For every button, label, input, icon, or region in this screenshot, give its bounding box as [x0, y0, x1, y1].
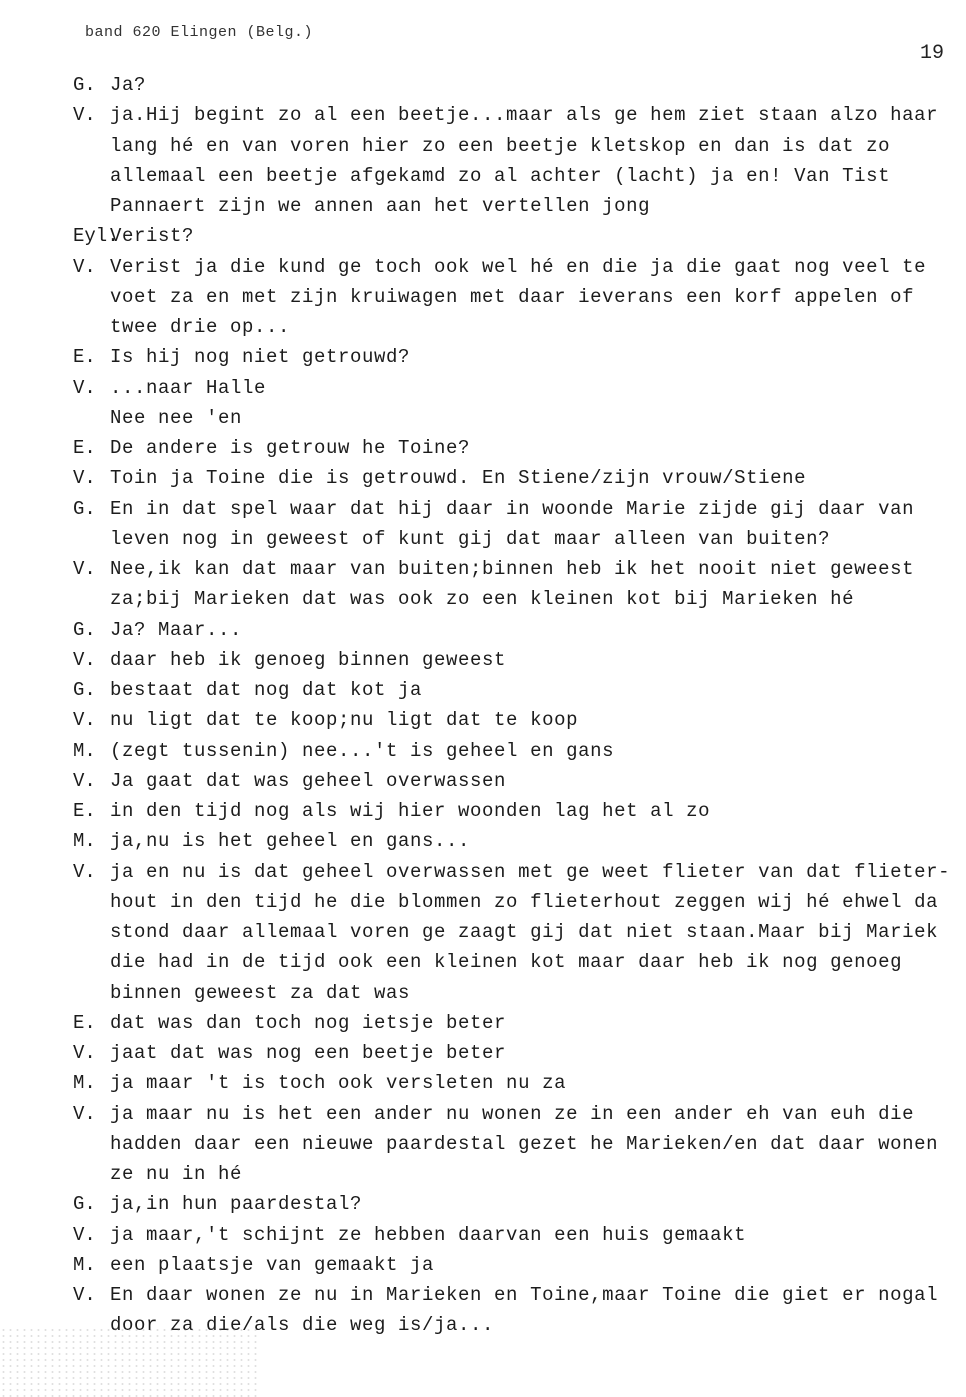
line-text: De andere is getrouw he Toine? — [110, 437, 471, 459]
speaker-label: M. — [73, 1253, 96, 1276]
line-text: Nee nee 'en — [110, 406, 243, 429]
line-text: stond daar allemaal voren ge zaagt gij dat niet staan.Maar bij Mariek — [110, 921, 939, 943]
line-text: Nee,ik kan dat maar van buiten;binnen heb ik het nooit niet geweest — [110, 558, 915, 580]
speaker-label: G. — [73, 679, 96, 701]
line-text: ...naar Halle — [110, 376, 267, 399]
line-text: ja,nu is het geheel en gans... — [110, 830, 471, 853]
line-text: Ja? — [110, 74, 147, 96]
speaker-label: E. — [73, 1011, 96, 1034]
line-text: ja maar nu is het een ander nu wonen ze in een ander eh van euh die — [110, 1102, 915, 1125]
line-text: een plaatsje van gemaakt ja — [110, 1253, 435, 1276]
transcript-line — [0, 131, 966, 161]
line-text: ze nu in hé — [110, 1163, 243, 1185]
transcript-line — [0, 615, 966, 645]
transcript-line — [0, 826, 966, 856]
speaker-label: V. — [73, 1223, 96, 1246]
transcript-line — [0, 554, 966, 584]
transcript-line — [0, 463, 966, 493]
line-text: Verist? — [110, 225, 195, 248]
transcript-line — [0, 342, 966, 372]
transcript-line — [0, 1129, 966, 1159]
line-text: za;bij Marieken dat was ook zo een kleinen kot bij Marieken hé — [110, 588, 855, 611]
transcript-line — [0, 705, 966, 735]
speaker-label: V. — [73, 1102, 96, 1125]
transcript-line — [0, 1038, 966, 1068]
transcript-line — [0, 947, 966, 977]
transcript-line — [0, 70, 966, 100]
speaker-label: G. — [73, 618, 96, 641]
line-text: twee drie op... — [110, 316, 291, 338]
transcript-line — [0, 1068, 966, 1098]
page-header: band 620 Elingen (Belg.) — [85, 24, 314, 41]
transcript-line — [0, 796, 966, 826]
line-text: ja en nu is dat geheel overwassen met ge weet flieter van dat flieter- — [110, 860, 951, 883]
transcript-line — [0, 1220, 966, 1250]
line-text: Ja? Maar... — [110, 618, 243, 641]
line-text: die had in de tijd ook een kleinen kot maar daar heb ik nog genoeg — [110, 951, 903, 974]
transcript-line — [0, 252, 966, 282]
line-text: ja.Hij begint zo al een beetje...maar als ge hem ziet staan alzo haar — [110, 104, 939, 127]
transcript-line — [0, 373, 966, 403]
transcript-line — [0, 675, 966, 705]
speaker-label: E. — [73, 346, 96, 369]
line-text: door za die/als die weg is/ja... — [110, 1314, 495, 1337]
transcript-line — [0, 1008, 966, 1038]
speaker-label: G. — [73, 1193, 96, 1216]
speaker-label: V. — [73, 1042, 96, 1064]
line-text: allemaal een beetje afgekamd zo al achter (lacht) ja en! Van Tist — [110, 164, 891, 187]
transcript-line — [0, 403, 966, 433]
transcript-line — [0, 100, 966, 130]
transcript-line — [0, 494, 966, 524]
speaker-label: M. — [73, 830, 96, 853]
line-text: Ja gaat dat was geheel overwassen — [110, 769, 507, 792]
line-text: Verist ja die kund ge toch ook wel hé en die ja die gaat nog veel te — [110, 255, 927, 278]
speaker-label: V. — [73, 104, 96, 127]
speaker-label: V. — [73, 255, 96, 278]
transcript-line — [0, 887, 966, 917]
page-number: 19 — [919, 42, 944, 65]
line-text: ja maar,'t schijnt ze hebben daarvan een huis gemaakt — [110, 1223, 747, 1246]
transcript-line — [0, 1250, 966, 1280]
line-text: ja,in hun paardestal? — [110, 1193, 363, 1216]
speaker-label: V. — [73, 467, 96, 490]
scan-noise — [0, 1327, 260, 1397]
line-text: (zegt tussenin) nee...'t is geheel en gans — [110, 739, 615, 762]
transcript-line — [0, 857, 966, 887]
line-text: nu ligt dat te koop;nu ligt dat te koop — [110, 709, 579, 732]
transcript-line — [0, 433, 966, 463]
transcript-line — [0, 191, 966, 221]
line-text: in den tijd nog als wij hier woonden lag het al zo — [110, 800, 711, 822]
transcript-line — [0, 524, 966, 554]
line-text: dat was dan toch nog ietsje beter — [110, 1011, 507, 1034]
speaker-label: V. — [73, 769, 96, 792]
line-text: daar heb ik genoeg binnen geweest — [110, 648, 507, 671]
line-text: En in dat spel waar dat hij daar in woonde Marie zijde gij daar van — [110, 497, 915, 520]
line-text: En daar wonen ze nu in Marieken en Toine,maar Toine die giet er nogal — [110, 1284, 939, 1306]
line-text: leven nog in geweest of kunt gij dat maar alleen van buiten? — [110, 527, 831, 550]
speaker-label: V. — [73, 558, 96, 580]
transcript-line — [0, 736, 966, 766]
speaker-label: E. — [73, 800, 96, 822]
line-text: lang hé en van voren hier zo een beetje kletskop en dan is dat zo — [110, 134, 891, 157]
speaker-label: Eyl. — [73, 225, 119, 248]
transcript-line — [0, 1189, 966, 1219]
transcript-line — [0, 1159, 966, 1189]
speaker-label: M. — [73, 1072, 96, 1095]
speaker-label: M. — [73, 739, 96, 762]
transcript-line — [0, 766, 966, 796]
speaker-label: G. — [73, 74, 96, 96]
line-text: binnen geweest za dat was — [110, 981, 411, 1004]
speaker-label: V. — [73, 376, 96, 399]
transcript-line — [0, 1280, 966, 1310]
speaker-label: V. — [73, 860, 96, 883]
speaker-label: E. — [73, 437, 96, 459]
line-text: Is hij nog niet getrouwd? — [110, 346, 411, 369]
line-text: Toin ja Toine die is getrouwd. En Stiene/zijn vrouw/Stiene — [110, 467, 807, 490]
line-text: bestaat dat nog dat kot ja — [110, 679, 423, 701]
transcript-line — [0, 645, 966, 675]
transcript-line — [0, 221, 966, 251]
line-text: jaat dat was nog een beetje beter — [110, 1042, 507, 1064]
line-text: voet za en met zijn kruiwagen met daar ieverans een korf appelen of — [110, 285, 915, 308]
line-text: Pannaert zijn we annen aan het vertellen jong — [110, 195, 651, 217]
transcript-line — [0, 584, 966, 614]
speaker-label: V. — [73, 648, 96, 671]
line-text: hout in den tijd he die blommen zo flieterhout zeggen wij hé ehwel da — [110, 890, 939, 913]
transcript-line — [0, 282, 966, 312]
line-text: hadden daar een nieuwe paardestal gezet he Marieken/en dat daar wonen — [110, 1132, 939, 1155]
transcript-line — [0, 312, 966, 342]
transcript-line — [0, 1099, 966, 1129]
line-text: ja maar 't is toch ook versleten nu za — [110, 1072, 567, 1095]
speaker-label: V. — [73, 709, 96, 732]
transcript-line — [0, 978, 966, 1008]
speaker-label: V. — [73, 1284, 96, 1306]
transcript-line — [0, 917, 966, 947]
speaker-label: G. — [73, 497, 96, 520]
transcript-line — [0, 161, 966, 191]
